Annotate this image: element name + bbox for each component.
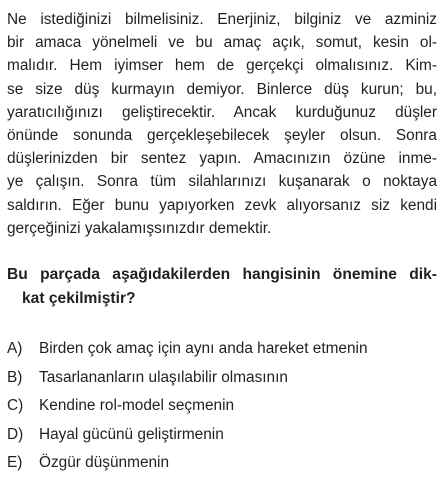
option-text: Kendine rol-model seçmenin [39,397,235,415]
passage-line: saldırın. Eğer bunu yapıyorken zevk alıyorsanız siz kendi [7,196,437,214]
option-a[interactable] [7,340,437,369]
question-text-line-1: Bu parçada aşağıdakilerden hangisinin önemine dik- [7,266,437,283]
option-e[interactable] [7,454,437,483]
option-text: Tasarlananların ulaşılabilir olmasının [39,368,288,386]
passage-line: düşlerinizden bir sentez yapın. Amacınızın özüne inme- [7,150,437,168]
option-letter: E) [7,454,23,472]
answer-options [7,340,437,483]
passage-line: se size düş kurmayın demiyor. Binlerce düş kurun; bu, [7,80,437,98]
passage-line: ye çalışın. Sonra tüm silahlarınızı kuşanarak o noktaya [7,173,437,191]
passage-line: önünde sonunda gerçekleşebilecek şeyler olsun. Sonra [7,126,437,144]
option-letter: B) [7,368,23,386]
option-letter: D) [7,425,24,443]
question-stem [7,263,437,310]
option-text: Özgür düşünmenin [39,454,170,472]
reading-passage [7,8,437,240]
passage-line: Ne istediğinizi bilmelisiniz. Enerjiniz, bilginiz ve azminiz [7,11,437,28]
option-letter: A) [7,340,23,357]
option-b[interactable] [7,369,437,398]
option-c[interactable] [7,397,437,426]
option-text: Hayal gücünü geliştirmenin [39,425,224,443]
option-d[interactable] [7,426,437,455]
question-text-line-2: kat çekilmiştir? [22,289,136,307]
option-letter: C) [7,397,24,415]
passage-line: bir amaca yönelmeli ve bu amaç açık, somut, kesin ol- [7,34,437,52]
passage-line: yaratıcılığınızı geliştirecektir. Ancak kurduğunuz düşler [7,103,437,121]
passage-line: gerçeğinizi yakalamışsınızdır demektir. [7,219,272,237]
option-text: Birden çok amaç için aynı anda hareket etmenin [39,340,368,357]
passage-line: malıdır. Hem iyimser hem de gerçekçi olmalısınız. Kim- [7,57,437,75]
